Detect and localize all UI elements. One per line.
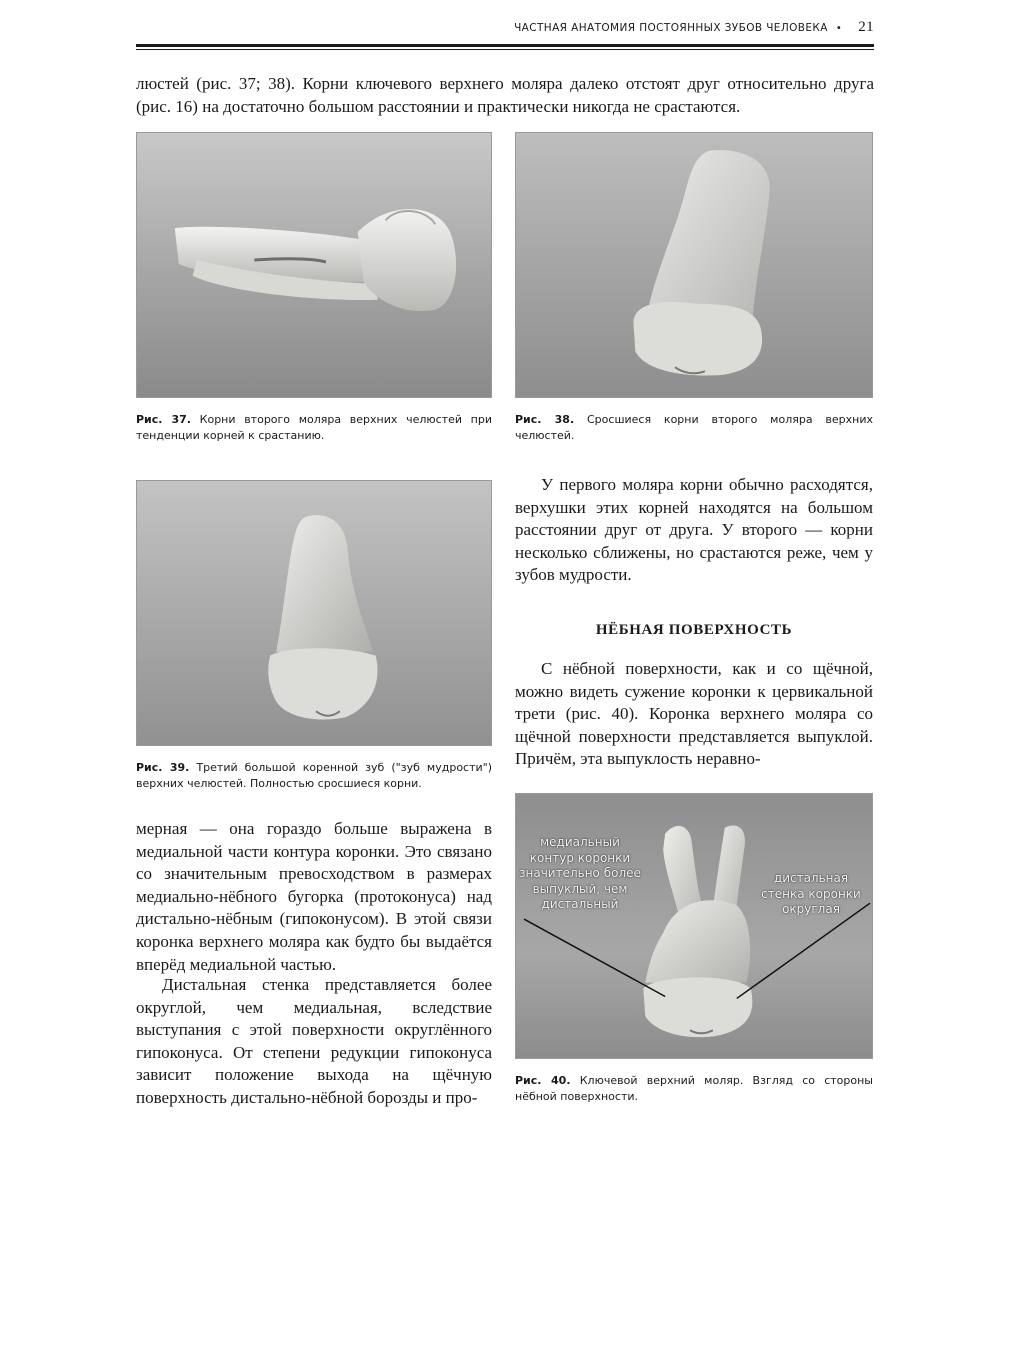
figure-40-text: Ключевой верхний моляр. Взгляд со стороны нёбной поверхности. — [515, 1074, 873, 1103]
running-title: ЧАСТНАЯ АНАТОМИЯ ПОСТОЯННЫХ ЗУБОВ ЧЕЛОВЕКА — [514, 22, 828, 34]
figure-38-caption — [515, 412, 873, 443]
running-head — [136, 14, 874, 40]
figure-37-label: Рис. 37. — [136, 413, 191, 426]
separator-dot: • — [835, 23, 843, 34]
figure-39-text: Третий большой коренной зуб ("зуб мудрости") верхних челюстей. Полностью сросшиеся корни. — [136, 761, 493, 790]
figure-38-photo — [515, 132, 873, 398]
header-rule-thick — [136, 44, 874, 47]
left-paragraph-2: Дистальная стенка представляется более округлой, чем медиальная, вследствие выступания с этой поверхности округлённого гипоконуса. От степени редукции гипоконуса зависит положение выхода на щёчную поверхность дистально-нёбной борозды и про- — [136, 975, 492, 1107]
figure-40-label-right: дистальная стенка коронки округлая — [761, 871, 861, 916]
figure-37-caption — [136, 412, 492, 443]
figure-37-text: Корни второго моляра верхних челюстей при тенденции корней к срастанию. — [136, 413, 492, 442]
left-paragraph-1: мерная — она гораздо больше выражена в медиальной части контура коронки. Это связано со значительным превосходством в размерах медиально-нёбного бугорка (протоконуса) над дистально-нёбным (гипоконусом). В этой связи коронка верхнего моляра как будто бы выдаётся вперёд медиальной частью. — [136, 819, 492, 974]
figure-38-text: Сросшиеся корни второго моляра верхних челюстей. — [515, 413, 874, 442]
figure-40-label-left: медиальный контур коронки значительно более выпуклый, чем дистальный — [519, 835, 641, 911]
intro-paragraph: люстей (рис. 37; 38). Корни ключевого верхнего моляра далеко отстоят друг относительно друга (рис. 16) на достаточно большом расстоянии и практически никогда не срастаются. — [136, 74, 874, 116]
figure-40-caption — [515, 1073, 873, 1104]
section-title: НЁБНАЯ ПОВЕРХНОСТЬ — [595, 622, 793, 638]
right-paragraph-2: С нёбной поверхности, как и со щёчной, можно видеть сужение коронки к цервикальной трети (рис. 40). Коронка верхнего моляра со щёчной поверхности представляется выпуклой. Причём, эта выпуклость неравно- — [515, 659, 873, 769]
figure-37-photo — [136, 132, 492, 398]
figure-39-photo — [136, 480, 492, 746]
page-number: 21 — [858, 19, 874, 35]
figure-38-label: Рис. 38. — [515, 413, 575, 426]
figure-40-photo — [515, 793, 873, 1059]
figure-39-label: Рис. 39. — [136, 761, 190, 774]
right-paragraph-1: У первого моляра корни обычно расходятся, верхушки этих корней находятся на большом расстоянии друг от друга. У второго — корни несколько сближены, но срастаются реже, чем у зубов мудрости. — [515, 475, 873, 585]
header-rule-thin — [136, 49, 874, 50]
figure-40-label: Рис. 40. — [515, 1074, 571, 1087]
figure-39-caption — [136, 760, 492, 791]
